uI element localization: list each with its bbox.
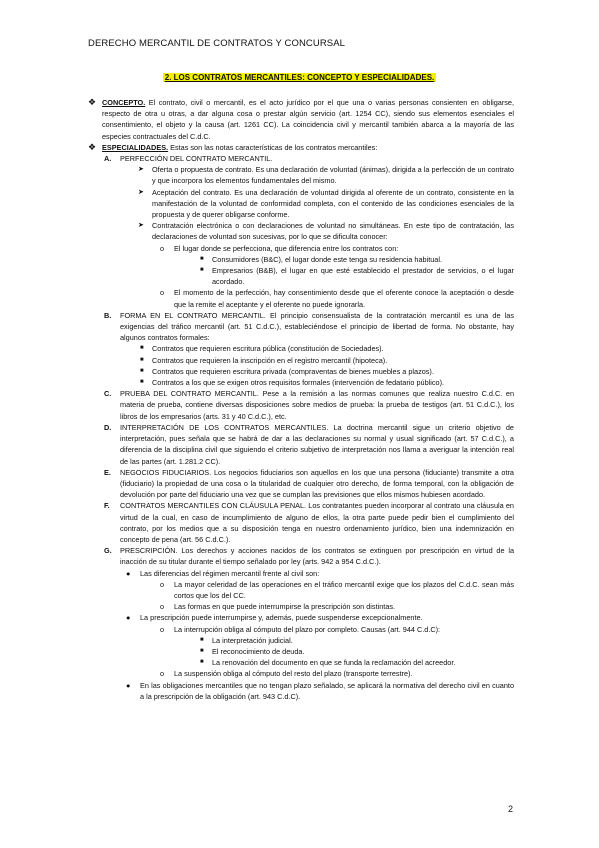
list-item bbox=[88, 579, 514, 601]
list-item bbox=[88, 287, 514, 309]
list-item-text: Aceptación del contrato. Es una declaración de voluntad dirigida al oferente de un contrato, consistente en la manifestación de la voluntad de conformidad completa, con el contenido de las condiciones esenciales de la propuesta y de querer obligarse conforme. bbox=[152, 187, 514, 220]
square-bullet-icon: ■ bbox=[200, 659, 204, 666]
item-d bbox=[88, 422, 514, 467]
list-item-text: Contratos que requieren la inscripción en el registro mercantil (hipoteca). bbox=[152, 355, 388, 365]
item-c-marker: C. bbox=[104, 389, 112, 399]
list-item bbox=[88, 265, 514, 287]
list-item bbox=[88, 243, 514, 254]
list-item-text: La suspensión obliga al cómputo del resto del plazo (transporte terrestre). bbox=[174, 669, 413, 679]
list-item bbox=[88, 657, 514, 668]
diamond-bullet-icon: ❖ bbox=[88, 141, 97, 152]
list-item bbox=[88, 680, 514, 702]
list-item-text: Oferta o propuesta de contrato. Es una declaración de voluntad (ánimas), dirigida a la perfección de un contrato y que incorpora los elementos fundamentales del mismo. bbox=[152, 165, 514, 186]
square-bullet-icon: ■ bbox=[200, 636, 204, 643]
item-b-text: FORMA EN EL CONTRATO MERCANTIL. El principio consensualista de la contratación mercantil es una de las exigencias del tráfico mercantil (art. 51 C.d.C.), estableciéndose el principio de libertad de forma. No obstante, hay algunos contratos formales: bbox=[120, 310, 514, 343]
list-item bbox=[88, 668, 514, 679]
item-f-text: CONTRATOS MERCANTILES CON CLÁUSULA PENAL. Los contratantes pueden incorporar al contrato una cláusula en virtud de la cual, en caso de incumplimiento de alguno de ellos, la otra parte puede pedir bien el cumplimiento del contrato, por los medios que a su disposición tenga en nuestro ordenamiento jurídico, bien una indemnización en concepto de pena (art. 56 C.d.C.). bbox=[120, 501, 514, 544]
concepto-paragraph bbox=[88, 97, 514, 142]
dot-bullet-icon: ● bbox=[126, 568, 131, 578]
square-bullet-icon: ■ bbox=[140, 345, 144, 352]
list-item bbox=[88, 254, 514, 265]
item-b bbox=[88, 310, 514, 344]
arrow-bullet-icon: ➤ bbox=[138, 188, 144, 196]
list-item bbox=[88, 624, 514, 635]
circle-bullet-icon: o bbox=[160, 243, 165, 253]
item-e-text: NEGOCIOS FIDUCIARIOS. Los negocios fiduciarios son aquellos en los que una persona (fiduciante) transmite a otra (fiduciario) la propiedad de una cosa o la titularidad de cualquier otro derecho, de forma temporal, con la obligación de devolución por parte del fiduciario una vez que se cumplan las previsiones que ellos mismos hubiesen acordado. bbox=[120, 467, 514, 500]
dot-bullet-icon: ● bbox=[126, 613, 131, 623]
list-item-text: Contratos que requieren escritura privada (compraventas de bienes muebles a plazos). bbox=[152, 366, 434, 376]
list-item-text: El reconocimiento de deuda. bbox=[212, 646, 305, 656]
list-item-text: Contratación electrónica o con declaraciones de voluntad no simultáneas. En este tipo de contratación, las declaraciones de voluntad son sucesivas, por lo que se dificulta conocer: bbox=[152, 221, 514, 242]
list-item-text: La renovación del documento en que se funda la reclamación del acreedor. bbox=[212, 658, 456, 668]
page-number: 2 bbox=[508, 804, 514, 814]
square-bullet-icon: ■ bbox=[200, 255, 204, 262]
list-item-text: Empresarios (B&B), el lugar en que esté establecido el prestador de servicios, o el lugar acordado. bbox=[212, 266, 514, 287]
circle-bullet-icon: o bbox=[160, 288, 165, 298]
item-a-marker: A. bbox=[104, 154, 112, 164]
square-bullet-icon: ■ bbox=[140, 356, 144, 363]
list-item-text: En las obligaciones mercantiles que no tengan plazo señalado, se aplicará la normativa del derecho civil en cuanto a la prescripción de la obligación (art. 943 C.d.C). bbox=[140, 680, 514, 701]
list-item-text: El lugar donde se perfecciona, que diferencia entre los contratos con: bbox=[174, 243, 399, 253]
list-item-text: La interpretación judicial. bbox=[212, 635, 293, 645]
list-item-text: La interrupción obliga al cómputo del plazo por completo. Causas (art. 944 C.d.C): bbox=[174, 624, 441, 634]
item-d-marker: D. bbox=[104, 422, 112, 432]
document-body bbox=[88, 97, 514, 702]
diamond-bullet-icon: ❖ bbox=[88, 97, 97, 107]
item-a-title: PERFECCIÓN DEL CONTRATO MERCANTIL. bbox=[120, 154, 273, 164]
arrow-bullet-icon: ➤ bbox=[138, 222, 144, 230]
square-bullet-icon: ■ bbox=[200, 267, 204, 274]
list-item-text: El momento de la perfección, hay consentimiento desde que el oferente conoce la aceptación o desde que la remite el aceptante y el oferente no puede ignorarla. bbox=[174, 288, 514, 309]
item-g-marker: G. bbox=[104, 546, 112, 556]
section-title bbox=[0, 73, 599, 82]
especialidades-paragraph bbox=[88, 142, 514, 153]
list-item bbox=[88, 164, 514, 186]
list-item bbox=[88, 366, 514, 377]
list-item bbox=[88, 220, 514, 242]
item-e-marker: E. bbox=[104, 467, 111, 477]
list-item-text: Contratos que requieren escritura pública (constitución de Sociedades). bbox=[152, 344, 384, 354]
circle-bullet-icon: o bbox=[160, 624, 165, 634]
item-c-text: PRUEBA DEL CONTRATO MERCANTIL. Pese a la remisión a las normas comunes que realiza nuestro C.d.C. en materia de prueba, contiene diversas disposiciones sobre medios de prueba: la prueba de testigos (art. 51 C.d.C.), los libros de los empresarios (arts. 31 y 40 C.d.C.), etc. bbox=[120, 389, 514, 421]
list-item bbox=[88, 612, 514, 623]
list-item-text: Las formas en que puede interrumpirse la prescripción son distintas. bbox=[174, 602, 396, 612]
arrow-bullet-icon: ➤ bbox=[138, 166, 144, 174]
item-e bbox=[88, 467, 514, 501]
item-f bbox=[88, 500, 514, 545]
square-bullet-icon: ■ bbox=[200, 647, 204, 654]
list-item-text: La mayor celeridad de las operaciones en el tráfico mercantil exige que los plazos del C.d.C. sean más cortos que los del CC. bbox=[174, 579, 514, 600]
list-item bbox=[88, 568, 514, 579]
list-item-text: La prescripción puede interrumpirse y, además, puede suspenderse excepcionalmente. bbox=[140, 613, 423, 623]
list-item bbox=[88, 187, 514, 221]
item-f-marker: F. bbox=[104, 501, 110, 511]
list-item-text: Contratos a los que se exigen otros requisitos formales (intervención de fedatario público). bbox=[152, 378, 445, 388]
circle-bullet-icon: o bbox=[160, 579, 165, 589]
concepto-text: El contrato, civil o mercantil, es el acto jurídico por el que una o varias personas consienten en obligarse, respecto de otra u otras, a dar alguna cosa o prestar algún servicio (art. 1254 CC), siendo sus elementos esenciales el consentimiento, el objeto y la causa (art. 1261 CC). La coincidencia civil y mercantil también abarca a la mayoría de las especies contractuales del C.d.C. bbox=[102, 98, 514, 141]
dot-bullet-icon: ● bbox=[126, 680, 131, 690]
square-bullet-icon: ■ bbox=[140, 367, 144, 374]
list-item bbox=[88, 377, 514, 388]
square-bullet-icon: ■ bbox=[140, 379, 144, 386]
list-item bbox=[88, 343, 514, 354]
circle-bullet-icon: o bbox=[160, 602, 165, 612]
page-header: DERECHO MERCANTIL DE CONTRATOS Y CONCURSAL bbox=[88, 38, 346, 49]
item-g bbox=[88, 545, 514, 567]
list-item bbox=[88, 355, 514, 366]
section-title-text: 2. LOS CONTRATOS MERCANTILES: CONCEPTO Y ESPECIALIDADES. bbox=[164, 73, 435, 82]
list-item bbox=[88, 635, 514, 646]
list-item-text: Las diferencias del régimen mercantil frente al civil son: bbox=[140, 568, 320, 578]
especialidades-text: Estas son las notas características de los contratos mercantiles: bbox=[168, 142, 378, 152]
list-item bbox=[88, 646, 514, 657]
item-c bbox=[88, 388, 514, 422]
circle-bullet-icon: o bbox=[160, 669, 165, 679]
especialidades-label: ESPECIALIDADES. bbox=[102, 142, 169, 152]
item-b-marker: B. bbox=[104, 310, 112, 320]
item-d-text: INTERPRETACIÓN DE LOS CONTRATOS MERCANTILES. La doctrina mercantil sigue un criterio objetivo de interpretación, pues señala que se habrá de dar a las declaraciones su normal y usual significado (art. 57 C.d.C.), a diferencia de la disciplina civil que siguiendo el criterio subjetivo de interpretación nos llama a averiguar la intención real de las partes (art. 1.281.2 CC). bbox=[120, 422, 514, 466]
list-item bbox=[88, 601, 514, 612]
item-a bbox=[88, 153, 514, 164]
item-g-text: PRESCRIPCIÓN. Los derechos y acciones nacidos de los contratos se extinguen por prescripción en virtud de la inacción de su titular durante el tiempo señalado por ley (arts. 942 a 954 C.d.C.). bbox=[120, 546, 514, 567]
concepto-label: CONCEPTO. bbox=[102, 98, 146, 107]
list-item-text: Consumidores (B&C), el lugar donde este tenga su residencia habitual. bbox=[212, 254, 442, 264]
